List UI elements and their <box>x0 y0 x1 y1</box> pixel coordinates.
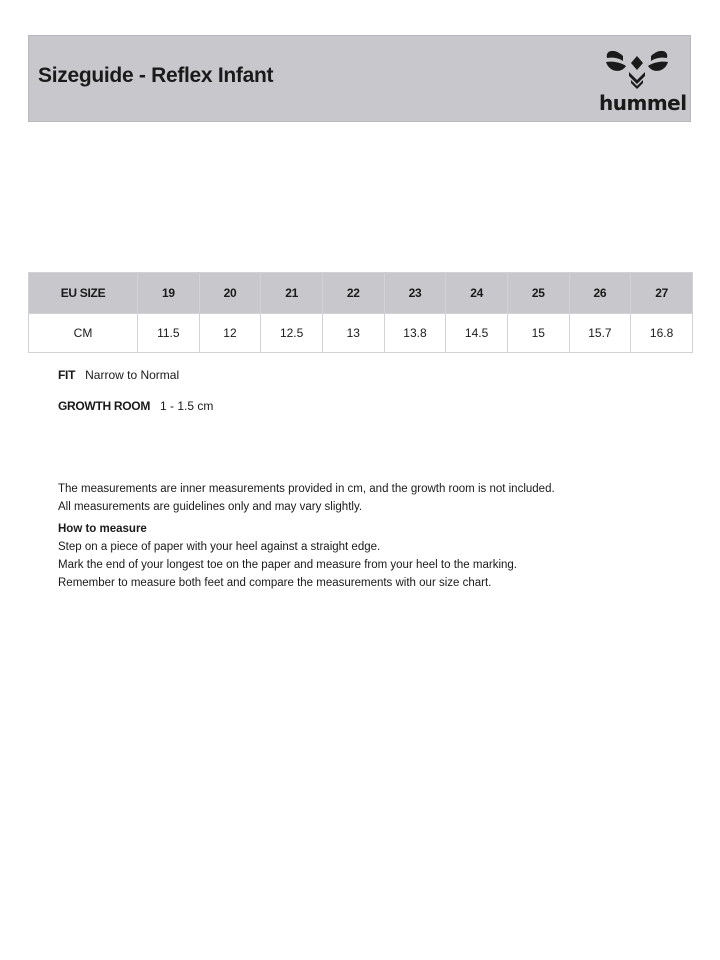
how-to-step-3: Remember to measure both feet and compare the measurements with our size chart. <box>58 577 492 589</box>
note-line-2: All measurements are guidelines only and may vary slightly. <box>58 501 363 513</box>
how-to-step-2: Mark the end of your longest toe on the paper and measure from your heel to the marking. <box>58 559 517 571</box>
eu-size-label: EU SIZE <box>29 273 138 314</box>
how-to-title: How to measure <box>58 523 147 535</box>
measurement-notes <box>58 480 555 592</box>
fit-spec <box>58 368 179 382</box>
note-line-1: The measurements are inner measurements provided in cm, and the growth room is not included. <box>58 483 555 495</box>
size-cell: 20 <box>199 273 261 314</box>
size-cell: 25 <box>507 273 569 314</box>
growth-room-value: 1 - 1.5 cm <box>160 399 214 413</box>
size-cell: 24 <box>446 273 508 314</box>
cm-label: CM <box>29 314 138 353</box>
size-cell: 27 <box>631 273 693 314</box>
page-header <box>28 35 691 122</box>
cm-row <box>29 314 693 353</box>
size-cell: 22 <box>322 273 384 314</box>
page-title: Sizeguide - Reflex Infant <box>38 64 274 87</box>
cm-cell: 16.8 <box>631 314 693 353</box>
cm-cell: 12.5 <box>261 314 323 353</box>
cm-cell: 15 <box>507 314 569 353</box>
size-header-row <box>29 273 693 314</box>
size-cell: 19 <box>138 273 200 314</box>
bee-icon <box>599 48 675 92</box>
growth-room-label: GROWTH ROOM <box>58 399 151 413</box>
how-to-step-1: Step on a piece of paper with your heel against a straight edge. <box>58 541 381 553</box>
size-table <box>28 272 693 353</box>
size-cell: 23 <box>384 273 446 314</box>
growth-room-spec <box>58 399 213 413</box>
cm-cell: 15.7 <box>569 314 631 353</box>
fit-label: FIT <box>58 368 76 382</box>
fit-value: Narrow to Normal <box>85 368 180 382</box>
cm-cell: 13 <box>322 314 384 353</box>
cm-cell: 14.5 <box>446 314 508 353</box>
brand-wordmark: hummel <box>599 91 687 115</box>
brand-logo <box>599 48 687 115</box>
cm-cell: 11.5 <box>138 314 200 353</box>
cm-cell: 12 <box>199 314 261 353</box>
cm-cell: 13.8 <box>384 314 446 353</box>
size-cell: 26 <box>569 273 631 314</box>
size-cell: 21 <box>261 273 323 314</box>
